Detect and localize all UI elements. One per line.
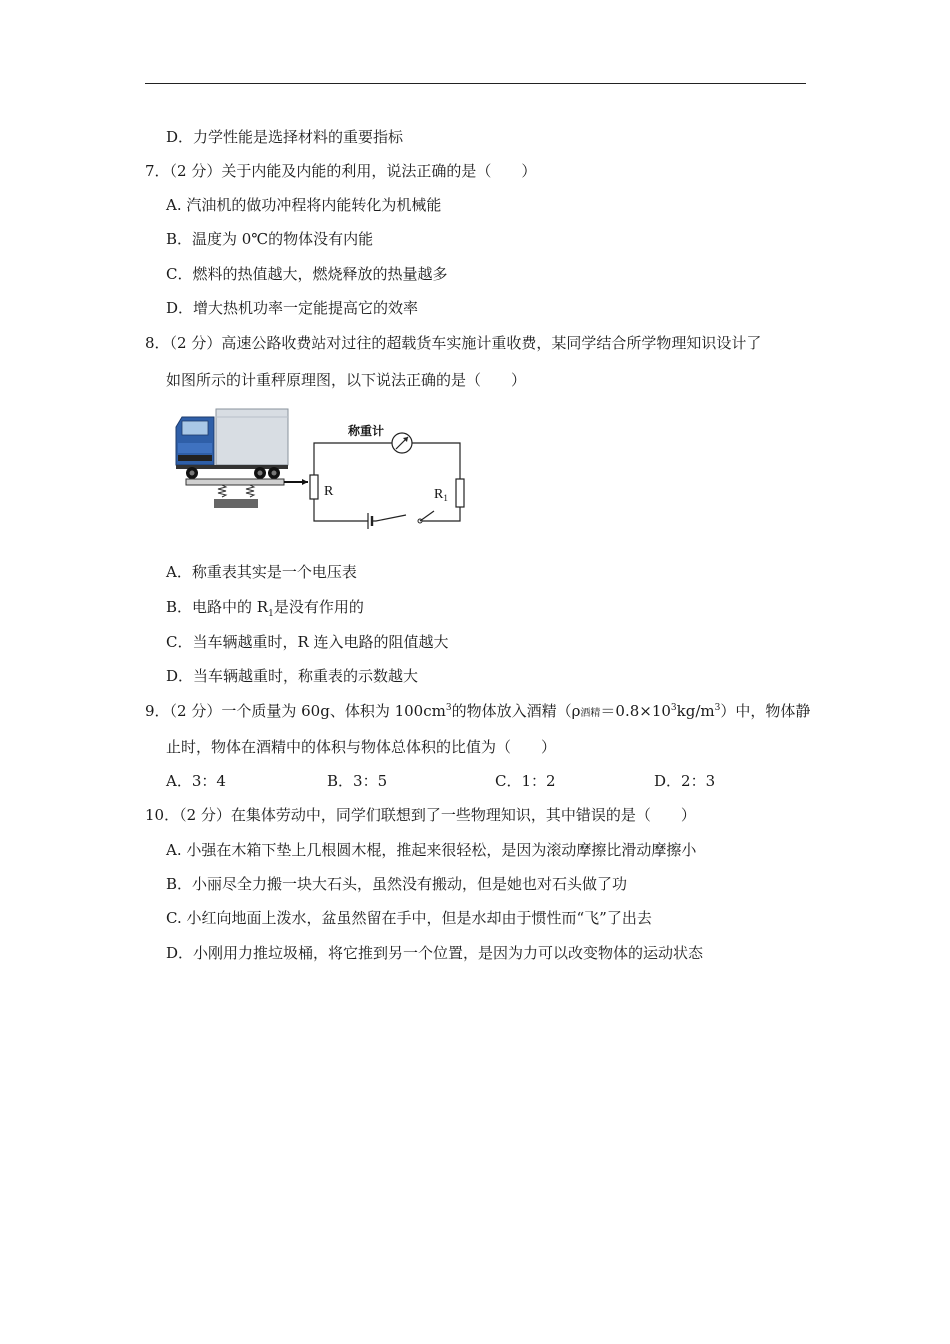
- q8-stem-line2: 如图所示的计重秤原理图，以下说法正确的是（ ）: [166, 371, 527, 389]
- q10-stem: 10．（2 分）在集体劳动中，同学们联想到了一些物理知识，其中错误的是（ ）: [145, 806, 696, 824]
- q7-option-c: C．燃料的热值越大，燃烧释放的热量越多: [166, 265, 448, 283]
- q7-option-d: D．增大热机功率一定能提高它的效率: [166, 299, 419, 317]
- q9-stem-line2: 止时，物体在酒精中的体积与物体总体积的比值为（ ）: [166, 738, 557, 756]
- header-rule: [145, 83, 806, 84]
- truck-image: [176, 409, 288, 479]
- q9-option-c: C．1：2: [495, 772, 556, 790]
- resistor-r-label: R: [324, 484, 334, 499]
- meter-label: 称重计: [348, 424, 385, 438]
- q9-stem-line1: 9．（2 分）一个质量为 60g、体积为 $100cm^3$的物体放入酒精（ρ酒精$=0.8\times 10^3kg/m^3$）中，物体静: [145, 702, 811, 720]
- q8-stem-line1: 8．（2 分）高速公路收费站对过往的超载货车实施计重收费，某同学结合所学物理知识设计了: [145, 334, 762, 352]
- q9-option-d: D．2：3: [654, 772, 716, 790]
- resistor-r1-label: $R_1$: [434, 487, 448, 503]
- q7-stem: 7．（2 分）关于内能及内能的利用，说法正确的是（ ）: [145, 162, 537, 180]
- scale-platform: [186, 479, 284, 485]
- scale-base: [214, 499, 258, 508]
- weighing-circuit-figure: [168, 403, 468, 533]
- q10-option-a: A. 小强在木箱下垫上几根圆木棍，推起来很轻松，是因为滚动摩擦比滑动摩擦小: [166, 841, 697, 859]
- q10-option-b: B．小丽尽全力搬一块大石头，虽然没有搬动，但是她也对石头做了功: [166, 875, 628, 893]
- q8-option-a: A．称重表其实是一个电压表: [166, 563, 357, 581]
- q8-option-b: B．电路中的 $R_1$是没有作用的: [166, 598, 364, 619]
- resistor-r: [310, 475, 318, 499]
- battery: [368, 513, 372, 529]
- q10-option-c: C. 小红向地面上泼水，盆虽然留在手中，但是水却由于惯性而“飞”了出去: [166, 909, 652, 927]
- q8-option-d: D．当车辆越重时，称重表的示数越大: [166, 667, 419, 685]
- q6-option-d: D．力学性能是选择材料的重要指标: [166, 128, 404, 146]
- q10-option-d: D．小刚用力推垃圾桶，将它推到另一个位置，是因为力可以改变物体的运动状态: [166, 944, 704, 962]
- q8-option-c: C．当车辆越重时，R 连入电路的阻值越大: [166, 633, 449, 651]
- q9-option-a: A．3：4: [166, 772, 226, 790]
- resistor-r1: [456, 479, 464, 507]
- q7-option-a: A. 汽油机的做功冲程将内能转化为机械能: [166, 196, 442, 214]
- q9-option-b: B．3：5: [327, 772, 388, 790]
- q7-option-b: B．温度为 0℃的物体没有内能: [166, 230, 374, 248]
- springs: [218, 485, 254, 497]
- circuit-wires: [314, 443, 460, 521]
